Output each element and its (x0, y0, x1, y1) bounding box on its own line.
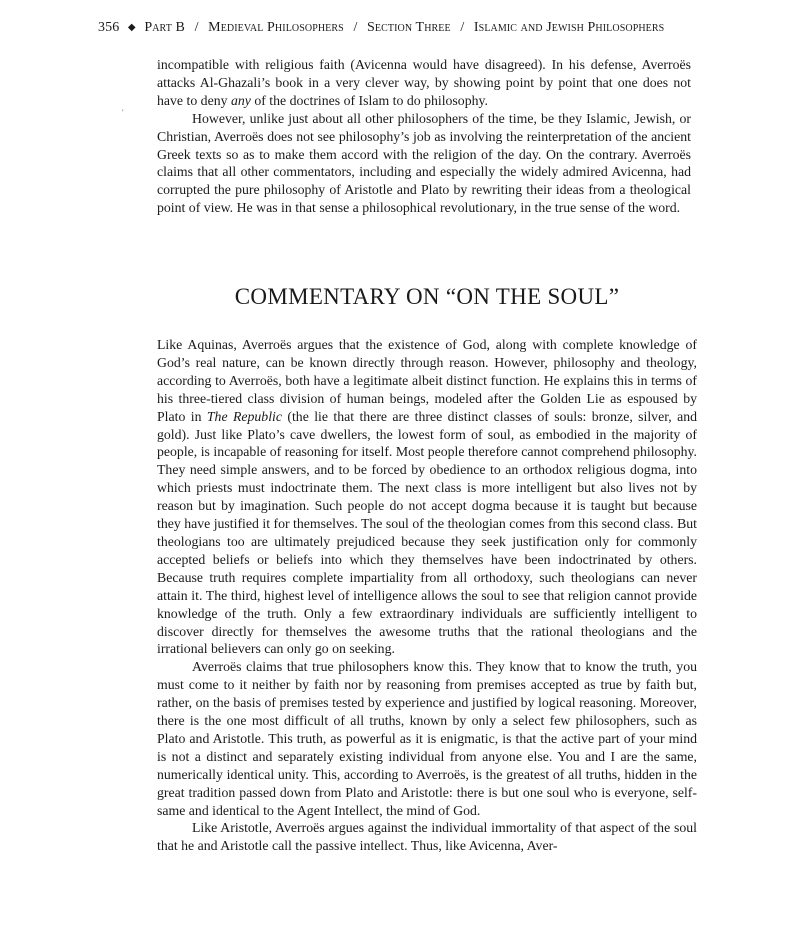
diamond-ornament-icon: ◆ (127, 22, 136, 33)
paragraph: However, unlike just about all other philosophers of the time, be they Islamic, Jewish, or Christian, Averroës does not see philosophy’s job as involving the reinterpretation of the ancient Greek texts so as to make them accord with the religion of the day. On the contrary. Averroës claims that all other commentators, including and especially the widely admired Avicenna, had corrupted the pure philosophy of Aristotle and Plato by rewriting their ideas from a theological point of view. He was in that sense a philosophical revolutionary, in the true sense of the word. (157, 110, 691, 216)
section-heading: COMMENTARY ON “ON THE SOUL” (234, 284, 620, 309)
text-run: incompatible with religious faith (Avicenna would have disagreed). In his defense, Averroës attacks Al-Ghazali’s book in a very clever way, by showing point by point that one does not have to deny (157, 57, 691, 108)
margin-mark: ' (122, 108, 124, 117)
text-run: Like Aquinas, Averroës argues that the existence of God, along with complete knowledge of God’s real nature, can be known directly through reason. However, philosophy and theology, according to Averroës, both have a legitimate albeit distinct function. He explains this in terms of his three-tiered class division of human beings, modeled after the Golden Lie as espoused by Plato in (157, 337, 697, 424)
text-run: of the doctrines of Islam to do philosophy. (250, 92, 488, 108)
paragraph: Averroës claims that true philosophers know this. They know that to know the truth, you must come to it neither by faith nor by reasoning from premises accepted as true by faith but, rather, on the basis of premises tested by experience and justified by logical reasoning. Moreover, there is the one most difficult of all truths, known by only a select few philosophers, such as Plato and Aristotle. This truth, as powerful as it is enigmatic, is that the active part of your mind is not a distinct and separately existing individual from anyone else. You and I are the same, numerically identical unity. This, according to Averroës, is the greatest of all truths, hidden in the great tradition passed down from Plato and Aristotle: there is but one soul who is everyone, self-same and identical to the Agent Intellect, the mind of God. (157, 659, 697, 818)
chapter-label: Medieval Philosophers (208, 20, 344, 35)
emphasis: any (230, 92, 251, 108)
paragraph (157, 56, 691, 110)
continued-text (157, 56, 691, 217)
book-title: The Republic (206, 408, 282, 424)
separator: / (194, 20, 199, 35)
page-number: 356 (98, 20, 120, 35)
commentary-text (157, 336, 697, 855)
paragraph: Like Aristotle, Averroës argues against the individual immortality of that aspect of the soul that he and Aristotle call the passive intellect. Thus, like Avicenna, Aver- (157, 820, 697, 854)
text-run: (the lie that there are three distinct classes of souls: bronze, silver, and gold). Just like Plato’s cave dwellers, the lowest form of soul, as embodied in the majority of people, is incapable of reasoning for itself. Most people therefore cannot comprehend philosophy. They need simple answers, and to be forced by obedience to an orthodox religious dogma, into which priests must indoctrinate them. The next class is more intelligent but also lives not by reason but by imagination. Such people do not accept dogma because it is taught but because they have justified it for themselves. The soul of the theologian comes from this second class. But theologians too are ultimately prejudiced because they seek justification only for commonly accepted beliefs or beliefs into which they themselves have been indoctrinated by others. Because truth requires complete impartiality from all orthodoxy, such theologians can never attain it. The third, highest level of intelligence allows the soul to see that religion cannot provide knowledge of the truth. Only a few extraordinary individuals are sufficiently intelligent to discover directly for themselves the awesome truths that the rational theologians and the irrational believers can only go on seeking. (157, 408, 698, 657)
subject-label: Islamic and Jewish Philosophers (473, 20, 665, 35)
section-label: Section Three (367, 20, 451, 35)
paragraph (157, 336, 697, 658)
separator: / (460, 20, 465, 35)
running-head (98, 18, 718, 38)
separator: / (353, 20, 358, 35)
part-label: Part B (144, 20, 185, 35)
